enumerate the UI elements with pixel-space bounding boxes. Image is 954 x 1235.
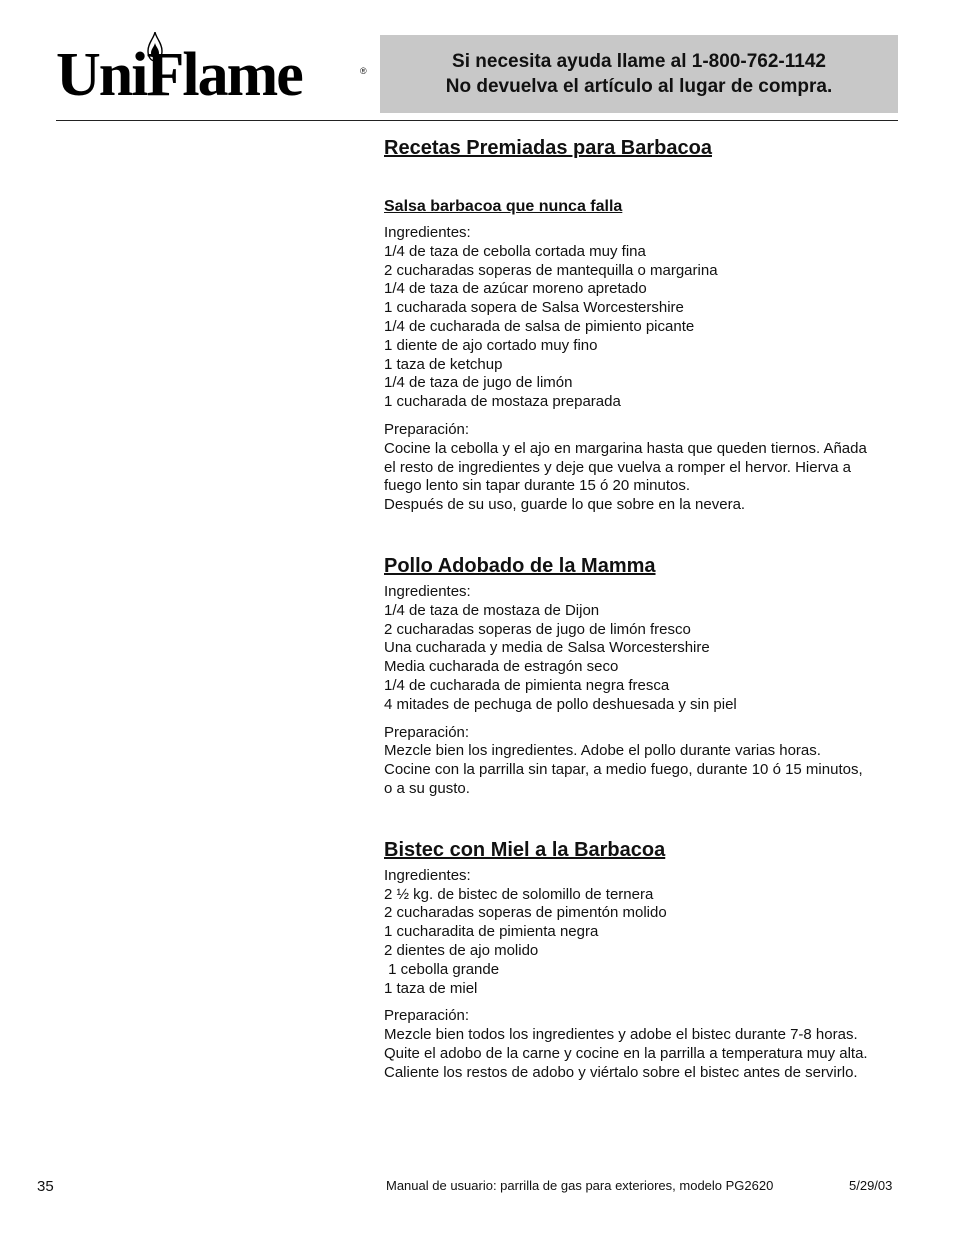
ingredient-item: 1 cucharadita de pimienta negra	[384, 923, 599, 941]
preparation-line: Quite el adobo de la carne y cocine en la parrilla a temperatura muy alta.	[384, 1044, 868, 1062]
recipe-salsa	[384, 196, 898, 515]
preparation-label: Preparación:	[384, 723, 470, 741]
preparation-line: o a su gusto.	[384, 779, 470, 797]
ingredient-item: 1/4 de taza de cebolla cortada muy fina	[384, 242, 646, 260]
ingredient-item: 1/4 de cucharada de pimienta negra fresca	[384, 676, 670, 694]
manual-title: Manual de usuario: parrilla de gas para exteriores, modelo PG2620	[386, 1178, 774, 1193]
preparation-line: Mezcle bien todos los ingredientes y adobe el bistec durante 7-8 horas.	[384, 1026, 858, 1044]
help-phone-line: Si necesita ayuda llame al 1-800-762-1142	[452, 51, 826, 72]
ingredient-item: 1/4 de cucharada de salsa de pimiento picante	[384, 317, 695, 335]
ingredient-item: 1 cucharada de mostaza preparada	[384, 393, 621, 411]
ingredient-item: 2 ½ kg. de bistec de solomillo de ternera	[384, 885, 654, 903]
ingredient-item: 1 cebolla grande	[384, 960, 500, 978]
ingredients-label: Ingredientes:	[384, 224, 471, 241]
recipe-title: Pollo Adobado de la Mamma	[384, 554, 656, 577]
recipe-pollo	[384, 553, 898, 799]
recipe-bistec	[384, 837, 898, 1083]
preparation-line: Cocine la cebolla y el ajo en margarina hasta que queden tiernos. Añada	[384, 439, 867, 457]
registered-mark: ®	[360, 66, 367, 76]
ingredient-item: 1/4 de taza de jugo de limón	[384, 374, 573, 392]
ingredient-item: 1 taza de ketchup	[384, 355, 503, 373]
preparation-line: Cocine con la parrilla sin tapar, a medio fuego, durante 10 ó 15 minutos,	[384, 761, 863, 779]
header-divider	[56, 120, 898, 121]
ingredient-item: 4 mitades de pechuga de pollo deshuesada y sin piel	[384, 695, 737, 713]
uniflame-logo	[56, 30, 376, 114]
preparation-line: Mezcle bien los ingredientes. Adobe el pollo durante varias horas.	[384, 742, 821, 760]
preparation-line: Caliente los restos de adobo y viértalo sobre el bistec antes de servirlo.	[384, 1063, 858, 1081]
ingredient-item: Una cucharada y media de Salsa Worcestershire	[384, 639, 710, 657]
ingredient-item: 1 diente de ajo cortado muy fino	[384, 336, 598, 354]
footer-date: 5/29/03	[849, 1178, 893, 1193]
preparation-line: Después de su uso, guarde lo que sobre en la nevera.	[384, 496, 746, 514]
preparation-line: fuego lento sin tapar durante 15 ó 20 minutos.	[384, 477, 691, 495]
recipes-section	[384, 134, 898, 1082]
recipe-title: Salsa barbacoa que nunca falla	[384, 198, 623, 215]
preparation-label: Preparación:	[384, 1007, 470, 1025]
ingredient-item: 1 cucharada sopera de Salsa Worcestershire	[384, 299, 684, 317]
help-return-line: No devuelva el artículo al lugar de compra.	[445, 76, 833, 97]
logo-wordmark: UniFlame	[56, 41, 302, 109]
preparation-line: el resto de ingredientes y deje que vuelva a romper el hervor. Hierva a	[384, 458, 851, 476]
ingredient-item: 1 taza de miel	[384, 979, 478, 997]
ingredient-item: 2 cucharadas soperas de mantequilla o margarina	[384, 261, 718, 279]
ingredient-item: 2 cucharadas soperas de pimentón molido	[384, 904, 667, 922]
ingredient-item: 1/4 de taza de azúcar moreno apretado	[384, 280, 647, 298]
ingredient-item: 1/4 de taza de mostaza de Dijon	[384, 601, 600, 619]
page-title: Recetas Premiadas para Barbacoa	[384, 137, 712, 159]
ingredient-item: 2 cucharadas soperas de jugo de limón fresco	[384, 620, 691, 638]
ingredients-label: Ingredientes:	[384, 582, 471, 600]
ingredient-item: Media cucharada de estragón seco	[384, 658, 619, 676]
page-number: 35	[37, 1178, 54, 1195]
preparation-label: Preparación:	[384, 420, 470, 438]
ingredients-label: Ingredientes:	[384, 866, 471, 884]
help-banner	[380, 35, 898, 113]
recipe-title: Bistec con Miel a la Barbacoa	[384, 838, 666, 861]
ingredient-item: 2 dientes de ajo molido	[384, 941, 539, 959]
